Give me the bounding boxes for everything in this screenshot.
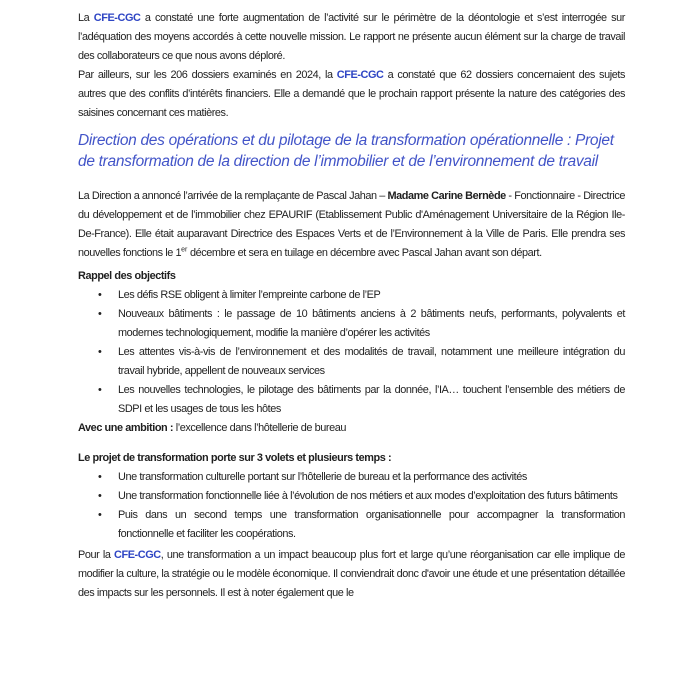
bullet-item: • Puis dans un second temps une transformation organisationnelle pour accompagner la transformation fonctionnelle et faciliter les coopérations. (118, 506, 625, 544)
text-run: a constaté une forte augmentation de l’activité sur le périmètre de la déontologie et s’est interrogée sur l’adéquation des moyens accordés à cette nouvelle mission. Le rapport ne présente aucun élément sur la charge de travail des collaborateurs ce que nous avons déploré. (78, 12, 625, 62)
sup-text-run: er (181, 246, 188, 254)
bullet-item: • Les défis RSE obligent à limiter l’empreinte carbone de l’EP (118, 286, 625, 305)
text-run: décembre et sera en tuilage en décembre avec Pascal Jahan avant son départ. (187, 247, 542, 259)
bullet-list-objectifs (78, 286, 625, 419)
bullet-item: • Une transformation culturelle portant sur l’hôtellerie de bureau et la performance des activités (118, 468, 625, 487)
paragraph-ambition (78, 419, 625, 438)
bold-text-run: Avec une ambition : (78, 422, 176, 434)
section-heading: Direction des opérations et du pilotage de la transformation opérationnelle : Projet de transformation de la direction de l’immobilier et de l’environnement de travail (78, 132, 614, 170)
bold-text-run: Madame Carine Bernède (387, 190, 506, 202)
bullet-item: • Une transformation fonctionnelle liée à l’évolution de nos métiers et aux modes d’exploitation des futurs bâtiments (118, 487, 625, 506)
text-run: Par ailleurs, sur les 206 dossiers examinés en 2024, la (78, 69, 337, 81)
text-run: l’excellence dans l’hôtellerie de bureau (175, 422, 346, 434)
subheading-rappel-objectifs: Rappel des objectifs (78, 270, 176, 282)
brand-text-run: CFE-CGC (336, 69, 384, 81)
paragraph-dossiers (78, 66, 625, 123)
brand-text-run: CFE-CGC (114, 549, 161, 561)
subheading-trois-volets: Le projet de transformation porte sur 3 volets et plusieurs temps : (78, 452, 392, 464)
bullet-item: • Les attentes vis-à-vis de l’environnement et des modalités de travail, notamment une meilleure intégration du travail hybride, appellent de nouveaux services (118, 343, 625, 381)
bullet-item: • Nouveaux bâtiments : le passage de 10 bâtiments anciens à 2 bâtiments neufs, performants, polyvalents et modernes technologiquement, modifie la manière d’opérer les activités (118, 305, 625, 343)
text-run: La (78, 12, 94, 24)
bullet-item: • Les nouvelles technologies, le pilotage des bâtiments par la donnée, l’IA… touchent l’ensemble des métiers de SDPI et les usages de tous les hôtes (118, 381, 625, 419)
paragraph-impact (78, 546, 625, 603)
bullet-list-volets (78, 468, 625, 544)
brand-text-run: CFE-CGC (93, 12, 141, 24)
paragraph-remplacante (78, 187, 625, 263)
text-run: La Direction a annoncé l’arrivée de la remplaçante de Pascal Jahan – (78, 190, 388, 202)
paragraph-deontologie (78, 9, 625, 66)
text-run: - Fonctionnaire - Directrice du développement et de l’immobilier chez EPAURIF (Etablissement Public d'Aménagement Universitaire de la Région Ile-De-France). Elle était auparavant Directrice des Espaces Verts et de l’Environnement à la Ville de Paris. Elle prendra ses nouvelles fonctions le 1 (78, 190, 625, 259)
text-run: , une transformation a un impact beaucoup plus fort et large qu’une réorganisation car elle implique de modifier la culture, la stratégie ou le modèle économique. Il conviendrait donc d'avoir une étude et une présentation détaillée des impacts sur les personnels. Il est à noter également que le (78, 549, 625, 599)
text-run: Pour la (78, 549, 115, 561)
text-run: a constaté que 62 dossiers concernaient des sujets autres que des conflits d’intérêts financiers. Elle a demandé que le prochain rapport présente la nature des catégories des saisines concernant ces matières. (78, 69, 625, 119)
